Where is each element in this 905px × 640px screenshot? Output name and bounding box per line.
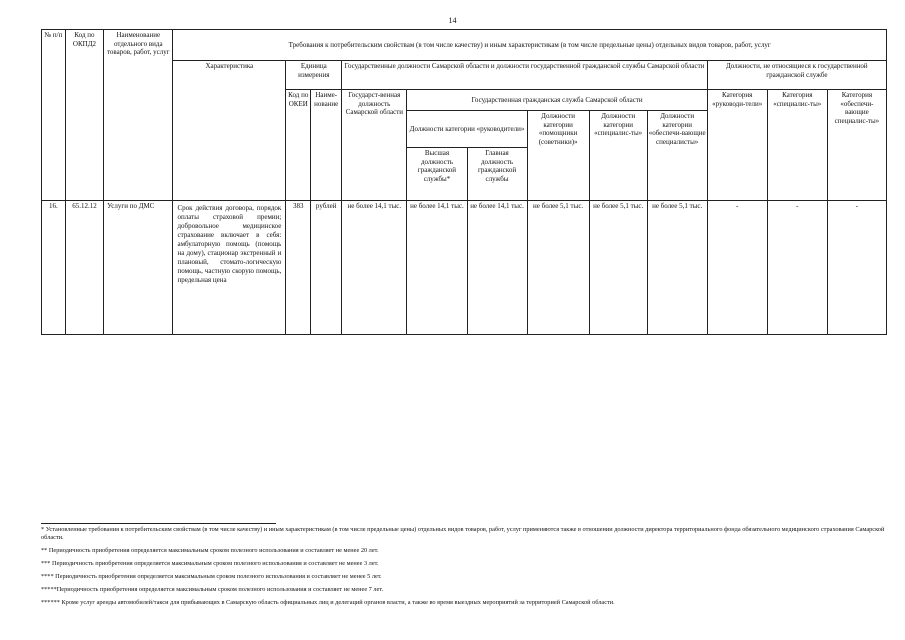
- unit-code-header: Код по ОКЕИ: [286, 90, 311, 201]
- footnote-6: ****** Кроме услуг аренды автомобилей/такси для прибывающих в Самарскую область официальных лиц и делегаций органов власти, а также во время выездных мероприятий за территорией Самарской области.: [41, 599, 615, 606]
- requirements-header: Требования к потребительским свойствам (в том числе качеству) и иным характеристикам (в том числе предельные цены) отдельных видов товаров, работ, услуг: [173, 30, 887, 61]
- row-num: 16.: [42, 201, 66, 335]
- row-assistants: не более 5,1 тыс.: [527, 201, 589, 335]
- row-specialists: не более 5,1 тыс.: [589, 201, 647, 335]
- assistants-header: Должности категории «помощники (советники)»: [527, 111, 589, 201]
- main-post-header: Главная должность гражданской службы: [467, 148, 527, 201]
- row-unit-name: рублей: [311, 201, 342, 335]
- row-ng-supporting: -: [827, 201, 886, 335]
- non-gov-positions-header: Должности, не относящиеся к государственной гражданской службе: [707, 61, 886, 90]
- cat-supporting-header: Категория «обеспечи-вающие специалис-ты»: [827, 90, 886, 201]
- leaders-category-header: Должности категории «руководители»: [407, 111, 527, 148]
- row-ng-leaders: -: [707, 201, 767, 335]
- row-gov-post: не более 14,1 тыс.: [342, 201, 407, 335]
- civil-service-header: Государственная гражданская служба Самарской области: [407, 90, 707, 111]
- col-name-header: Наименование отдельного вида товаров, работ, услуг: [104, 30, 173, 201]
- supporting-header: Должности категории «обеспечи-вающие специалисты»: [647, 111, 707, 201]
- cat-specialists-header: Категория «специалис-ты»: [767, 90, 827, 201]
- unit-name-header: Наиме-нование: [311, 90, 342, 201]
- footnote-4: **** Периодичность приобретения определяется максимальным сроком полезного использования и составляет не менее 5 лет.: [41, 573, 382, 580]
- footnotes: [41, 523, 887, 612]
- page-number: 14: [448, 16, 457, 25]
- unit-header: Единица измерения: [286, 61, 342, 90]
- footnote-5: *****Периодичность приобретения определяется максимальным сроком полезного использования и составляет не менее 7 лет.: [41, 586, 384, 593]
- row-name: Услуги по ДМС: [104, 201, 173, 335]
- cat-leaders-header: Категория «руководи-тели»: [707, 90, 767, 201]
- row-highest-post: не более 14,1 тыс.: [407, 201, 467, 335]
- gov-posts-header: Государст-венная должность Самарской области: [342, 90, 407, 201]
- specialists-header: Должности категории «специалис-ты»: [589, 111, 647, 201]
- row-ng-specialists: -: [767, 201, 827, 335]
- row-unit-code: 383: [286, 201, 311, 335]
- gov-positions-header: Государственные должности Самарской области и должности государственной гражданской службы Самарской области: [342, 61, 707, 90]
- requirements-table: [41, 29, 887, 335]
- table-row: [42, 201, 887, 335]
- footnote-3: *** Периодичность приобретения определяется максимальным сроком полезного использования и составляет не менее 3 лет.: [41, 560, 379, 567]
- characteristic-header: Характеристика: [173, 61, 286, 201]
- footnote-divider: [41, 523, 276, 524]
- row-characteristic: Срок действия договора, порядок оплаты страховой премии; добровольное медицинское страхование включает в себя: амбулаторную помощь (помощь на дому), стационар экстренный и плановый, стомато-логическую помощь, частную скорую помощь, предельная цена: [173, 201, 286, 335]
- footnote-2: ** Периодичность приобретения определяется максимальным сроком полезного использования и составляет не менее 20 лет.: [41, 547, 379, 554]
- row-supporting: не более 5,1 тыс.: [647, 201, 707, 335]
- row-main-post: не более 14,1 тыс.: [467, 201, 527, 335]
- highest-post-header: Высшая должность гражданской службы*: [407, 148, 467, 201]
- footnote-1: * Установленные требования к потребительским свойствам (в том числе качеству) и иным характеристикам (в том числе предельные цены) отдельных видов товаров, работ, услуг применяются также в отношении должности директора территориального фонда обязательного медицинского страхования Самарской области.: [41, 526, 885, 541]
- row-okpd: 65.12.12: [65, 201, 103, 335]
- col-okpd-header: Код по ОКПД2: [65, 30, 103, 201]
- col-num-header: № п/п: [42, 30, 66, 201]
